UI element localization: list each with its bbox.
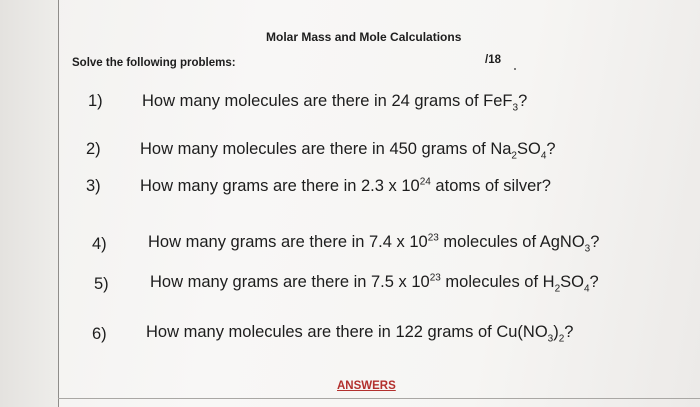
question-1-text: How many molecules are there in 24 grams of FeF [142,92,513,110]
question-4-text: How many grams are there in 7.4 x 10 [148,233,428,251]
question-number-1: 1) [88,92,103,110]
question-5-exponent: 23 [429,272,441,284]
question-2-text: How many molecules are there in 450 grams of Na [140,140,512,158]
question-5-text: How many grams are there in 7.5 x 10 [150,273,430,291]
question-6-text: How many molecules are there in 122 grams of Cu(NO [146,323,548,341]
question-6-subscript-a: 3 [547,333,554,345]
question-6-text-b: ) [553,323,559,341]
question-4-subscript: 3 [584,243,591,255]
question-number-6: 6) [92,325,107,343]
question-5-subscript-b: 4 [583,283,590,295]
question-2-end: ? [546,140,556,158]
pen-mark [514,68,516,70]
question-3-end: atoms of silver? [430,177,551,195]
question-1-end: ? [518,92,528,110]
instructions-text: Solve the following problems: [72,57,236,69]
question-6-subscript-b: 2 [558,333,565,345]
question-4-exponent: 23 [427,232,439,244]
question-4-end: ? [590,233,600,251]
question-number-5: 5) [94,275,109,293]
question-text-6 [146,323,574,345]
question-3-exponent: 24 [419,176,431,188]
question-text-2 [140,140,556,162]
question-number-2: 2) [86,140,101,158]
question-text-4 [148,232,600,255]
answers-link[interactable]: ANSWERS [337,380,396,392]
question-4-text-b: molecules of AgNO [438,233,585,251]
question-2-subscript-b: 4 [540,150,547,162]
question-text-3 [140,177,551,196]
question-number-4: 4) [92,235,107,253]
question-1-subscript: 3 [512,102,519,114]
score-total: /18 [485,54,501,66]
question-2-text-b: SO [516,140,541,158]
question-number-3: 3) [86,177,101,195]
question-3-text: How many grams are there in 2.3 x 10 [140,177,420,195]
question-6-end: ? [564,323,574,341]
question-5-subscript-a: 2 [554,283,561,295]
question-5-text-c: SO [560,273,584,291]
worksheet-title: Molar Mass and Mole Calculations [266,30,462,44]
question-text-1 [142,92,528,114]
page-border-bottom [58,398,700,399]
question-5-text-b: molecules of H [440,273,555,291]
page-left-margin [0,0,58,407]
question-5-end: ? [589,273,599,291]
page-border-left [58,0,59,407]
question-2-subscript-a: 2 [511,150,517,162]
question-text-5 [150,272,599,295]
